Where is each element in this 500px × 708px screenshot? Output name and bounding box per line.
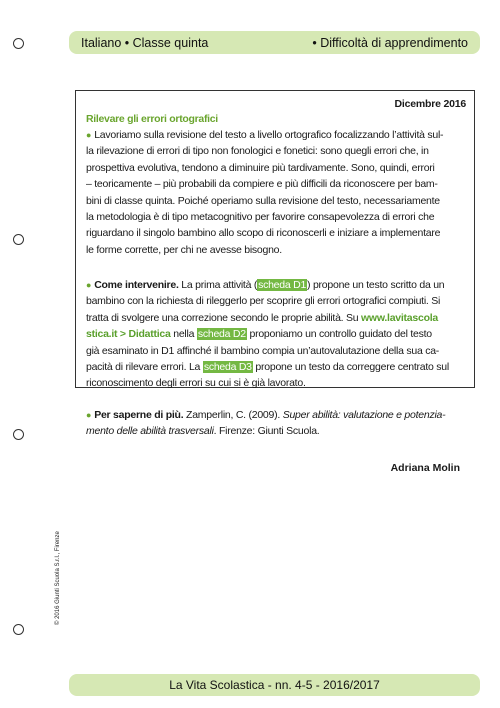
section-title: Rilevare gli errori ortografici xyxy=(86,113,218,125)
footer-publication: La Vita Scolastica - nn. 4-5 - 2016/2017 xyxy=(169,678,380,692)
binder-hole-icon xyxy=(13,624,24,635)
paragraph-references: ● Per saperne di più. Zamperlin, C. (2009). Super abilità: valutazione e potenzia- mento delle abilità trasversali. Firenze: Giunti Scuola. xyxy=(86,409,446,438)
header-topic: • Difficoltà di apprendimento xyxy=(312,35,468,50)
scheda-d2-link[interactable]: scheda D2 xyxy=(197,328,246,341)
author-name: Adriana Molin xyxy=(390,462,460,474)
website-link-continued[interactable]: stica.it > Didattica xyxy=(86,328,171,341)
binder-hole-icon xyxy=(13,429,24,440)
scheda-d1-link[interactable]: scheda D1 xyxy=(258,279,307,291)
copyright-note: © 2016 Giunti Scuola S.r.l., Firenze xyxy=(55,531,61,625)
binder-hole-icon xyxy=(13,234,24,245)
article-date: Dicembre 2016 xyxy=(394,98,466,110)
page-header xyxy=(69,31,480,54)
website-link[interactable]: www.lavitascola xyxy=(361,311,438,324)
scheda-d3-link[interactable]: scheda D3 xyxy=(203,361,252,374)
green-bullet-icon: ● xyxy=(86,410,92,420)
paragraph-intro: ● Lavoriamo sulla revisione del testo a livello ortografico focalizzando l’attività sul- la rilevazione di errori di tipo non fonologici e fonetici: sono quegli errori che, in prospettiva evolutiva, tendono a diminuire più tardivamente. Sono, quindi, errori – teoricamente – più probabili da compiere e più difficili da riconoscere per bam- bini di classe quinta. Poiché operiamo sulla revisione del testo, necessariamente la metodologia è di tipo metacognitivo per favorire consapevolezza di errori che riguardano il singolo bambino allo scopo di riconoscerli e iniziare a implementare le forme corrette, per chi ne avesse bisogno. xyxy=(86,129,444,256)
green-bullet-icon: ● xyxy=(86,280,92,290)
binder-hole-icon xyxy=(13,38,24,49)
page-footer xyxy=(69,674,480,696)
paragraph-intervention: ● Come intervenire. La prima attività (scheda D1) propone un testo scritto da un bambino con la richiesta di rileggerlo per scoprire gli errori ortografici compiuti. Si tratta di svolgere una correzione secondo le proprie abilità. Su www.lavitascola stica.it > Didattica nella scheda D2 proponiamo un controllo guidato del testo già esaminato in D1 affinché il bambino compia un’autovalutazione della sua ca- pacità di rilevare errori. La scheda D3 propone un testo da correggere centrato sul riconoscimento degli errori su cui si è già lavorato. xyxy=(86,279,449,390)
green-bullet-icon: ● xyxy=(86,130,92,140)
header-subject: Italiano • Classe quinta xyxy=(81,35,209,50)
